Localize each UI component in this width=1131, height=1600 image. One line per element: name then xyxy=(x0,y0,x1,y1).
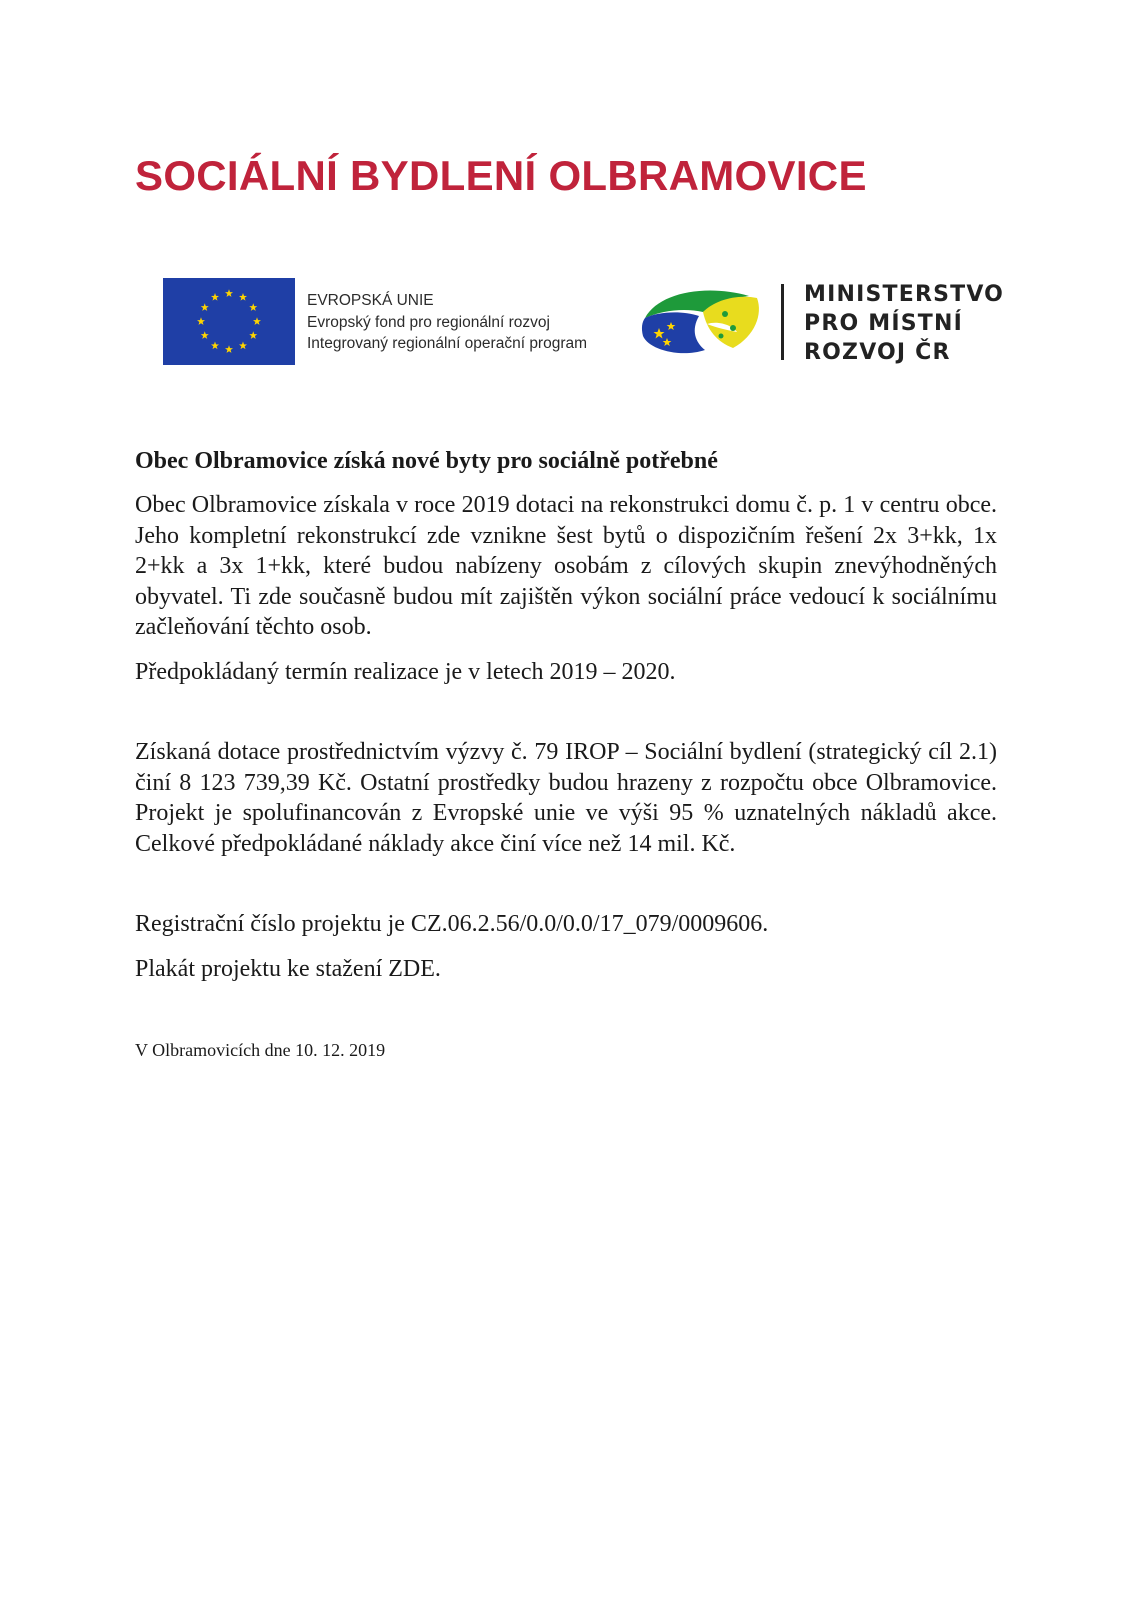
mmr-logo-line-1: MINISTERSTVO xyxy=(804,282,1005,307)
mmr-emblem-logo xyxy=(637,284,765,364)
paragraph-registration-number: Registrační číslo projektu je CZ.06.2.56/0.0/0.0/17_079/0009606. xyxy=(135,911,769,937)
mmr-logo-line-2: PRO MÍSTNÍ xyxy=(804,311,963,336)
eu-logo-line-1: EVROPSKÁ UNIE xyxy=(307,292,434,309)
eu-flag-logo xyxy=(163,278,295,365)
page-title: SOCIÁLNÍ BYDLENÍ OLBRAMOVICE xyxy=(135,152,867,199)
paragraph-funding: Získaná dotace prostřednictvím výzvy č. 79 IROP – Sociální bydlení (strategický cíl 2.1) činí 8 123 739,39 Kč. Ostatní prostředky budou hrazeny z rozpočtu obce Olbramovice. Projekt je spolufinancován z Evropské unie ve výši 95 % uznatelných nákladů akce. Celkové předpokládané náklady akce činí více než 14 mil. Kč. xyxy=(135,739,997,857)
article-subtitle: Obec Olbramovice získá nové byty pro sociálně potřebné xyxy=(135,448,718,474)
paragraph-realization-term: Předpokládaný termín realizace je v letech 2019 – 2020. xyxy=(135,658,676,685)
eu-logo-line-2: Evropský fond pro regionální rozvoj xyxy=(307,313,550,331)
paragraph-poster-download: Plakát projektu ke stažení ZDE. xyxy=(135,955,441,982)
article-body xyxy=(135,446,997,1062)
logo-divider xyxy=(781,284,784,360)
eu-logo-text xyxy=(307,290,587,355)
eu-logo-line-3: Integrovaný regionální operační program xyxy=(307,335,588,352)
mmr-logo-line-3: ROZVOJ ČR xyxy=(804,340,951,365)
paragraph-project-description: Obec Olbramovice získala v roce 2019 dotaci na rekonstrukci domu č. p. 1 v centru obce. Jeho kompletní rekonstrukcí zde vznikne šest bytů o dispozičním řešení 2x 3+kk, 1x 2+kk a 3x 1+kk, které budou nabízeny osobám z cílových skupin znevýhodněných obyvatel. Ti zde současně budou mít zajištěn výkon sociální práce vedoucí k sociálnímu začleňování těchto osob. xyxy=(135,492,997,640)
mmr-logo-text xyxy=(804,280,1004,367)
date-line: V Olbramovicích dne 10. 12. 2019 xyxy=(135,1040,386,1060)
